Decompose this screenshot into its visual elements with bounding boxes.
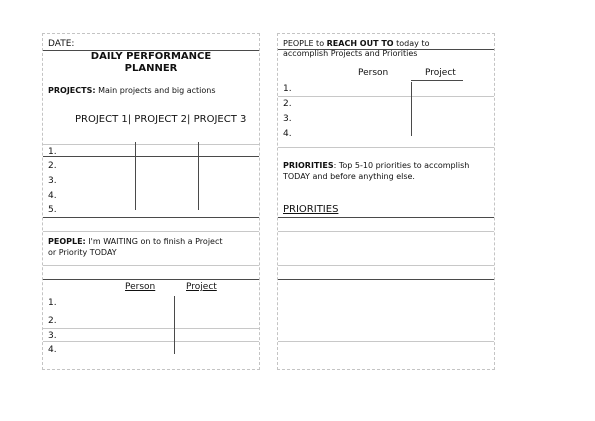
project-row-number: 5. [48, 205, 57, 215]
projects-description: Main projects and big actions [95, 86, 216, 95]
reach-out-emphasis: REACH OUT TO [326, 39, 394, 48]
right-bottom-rule [278, 341, 494, 342]
priorities-rule [278, 217, 494, 218]
project-grid-top-rule [43, 144, 259, 145]
projects-bottom-rule [43, 217, 259, 218]
reach-row-number: 2. [283, 99, 292, 109]
planner-title-line1: DAILY PERFORMANCE [90, 51, 212, 62]
people-description-line2: or Priority TODAY [48, 248, 117, 257]
reach-row-number: 1. [283, 84, 292, 94]
priorities-description-line2: TODAY and before anything else. [283, 172, 415, 181]
date-label: DATE: [48, 39, 75, 49]
projects-label: PROJECTS: [48, 86, 96, 95]
waiting-project-column-header: Project [186, 282, 217, 292]
reach-section-end-rule [278, 147, 494, 148]
reach-row-rule [278, 96, 494, 97]
reach-project-underline [411, 80, 463, 81]
project-row-number: 2. [48, 161, 57, 171]
waiting-person-column-header: Person [125, 282, 156, 292]
priorities-section-rule [278, 231, 494, 232]
project-row-number: 3. [48, 176, 57, 186]
project-column-header: PROJECT 1| PROJECT 2| PROJECT 3 [75, 114, 247, 125]
waiting-row-number: 2. [48, 316, 57, 326]
priorities-description: : Top 5-10 priorities to accomplish [333, 161, 470, 170]
waiting-row-rule [43, 328, 259, 329]
right-lower-rule [278, 279, 494, 280]
priorities-heading [283, 162, 469, 170]
project-column-divider [198, 142, 199, 210]
priorities-label: PRIORITIES [283, 161, 334, 170]
projects-section-end-rule [43, 231, 259, 232]
waiting-row-number: 1. [48, 298, 57, 308]
waiting-row-number: 3. [48, 331, 57, 341]
waiting-row-number: 4. [48, 345, 57, 355]
people-waiting-heading [48, 238, 223, 246]
right-section-rule [278, 265, 494, 266]
projects-heading [48, 87, 216, 95]
people-label: PEOPLE: [48, 237, 86, 246]
priorities-list-heading: PRIORITIES [283, 204, 339, 215]
reach-project-column-header: Project [425, 68, 456, 78]
project-row-number: 1. [48, 147, 57, 157]
waiting-row-rule [43, 341, 259, 342]
reach-out-prefix: PEOPLE to [283, 39, 327, 48]
project-row-rule [43, 156, 259, 157]
reach-column-divider [411, 82, 412, 136]
reach-out-suffix: today to [393, 39, 430, 48]
reach-row-number: 3. [283, 114, 292, 124]
reach-row-number: 4. [283, 129, 292, 139]
people-section-rule [43, 265, 259, 266]
right-planner-panel [277, 33, 495, 370]
waiting-column-divider [174, 296, 175, 354]
people-description: I'm WAITING on to finish a Project [85, 237, 223, 246]
planner-title-line2: PLANNER [124, 63, 178, 74]
left-planner-panel [42, 33, 260, 370]
reach-person-column-header: Person [358, 68, 389, 78]
reach-out-heading-line2: accomplish Projects and Priorities [283, 49, 418, 58]
project-column-divider [135, 142, 136, 210]
project-row-number: 4. [48, 191, 57, 201]
reach-out-heading [283, 40, 429, 48]
people-grid-top-rule [43, 279, 259, 280]
